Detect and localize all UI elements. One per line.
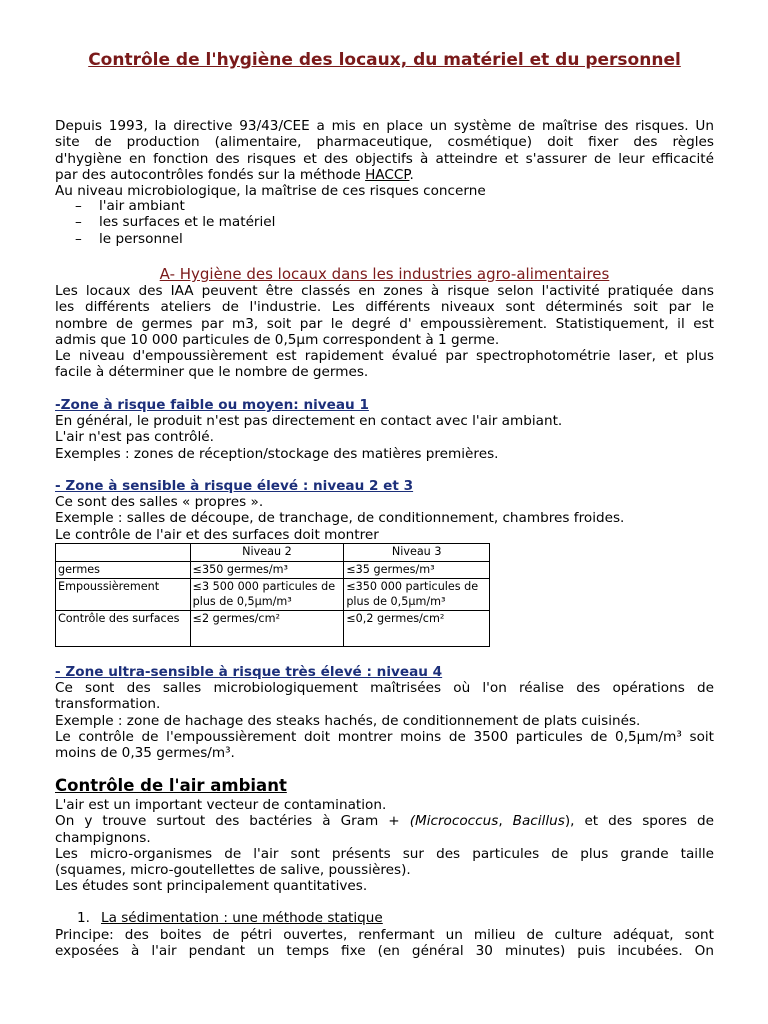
item-number: 1. — [77, 910, 90, 926]
paragraph-line: Principe: des boites de pétri ouvertes, renfermant un milieu de culture adéquat, sont — [55, 927, 714, 943]
zone-levels-table — [55, 543, 490, 647]
paragraph-line: moins de 0,35 germes/m³. — [55, 745, 235, 762]
document-title: Contrôle de l'hygiène des locaux, du matériel et du personnel — [88, 50, 681, 70]
dash-bullet: – — [75, 214, 82, 231]
table-cell: Empoussièrement — [56, 579, 191, 611]
method-list-item — [77, 910, 383, 926]
paragraph-line: Les locaux des IAA peuvent être classés en zones à risque selon l'activité pratiquée dans — [55, 283, 714, 299]
paragraph-line: nombre de germes par m3, soit par le degré d' empoussièrement. Statistiquement, il est — [55, 315, 714, 332]
table-cell: ≤35 germes/m³ — [344, 561, 490, 579]
paragraph-line: exposées à l'air pendant un temps fixe (en général 30 minutes) puis incubées. On — [55, 943, 714, 960]
table-cell: ≤2 germes/cm² — [190, 611, 344, 647]
paragraph-line: Le niveau d'empoussièrement est rapidement évalué par spectrophotométrie laser, et plus — [55, 348, 714, 365]
paragraph-line: les différents ateliers de l'industrie. Les différents niveaux sont déterminés soit par le — [55, 299, 714, 316]
section-a-heading: A- Hygiène des locaux dans les industries agro-alimentaires — [159, 265, 610, 283]
table-cell: Contrôle des surfaces — [56, 611, 191, 647]
list-item: – les surfaces et le matériel — [75, 214, 276, 231]
paragraph-line: Le contrôle de l'air et des surfaces doit montrer — [55, 526, 379, 543]
paragraph-line: Les micro-organismes de l'air sont présents sur des particules de plus grande taille — [55, 845, 714, 862]
intro-line: Au niveau microbiologique, la maîtrise de ces risques concerne — [55, 183, 486, 200]
paragraph-line: Ce sont des salles microbiologiquement maîtrisées où l'on réalise des opérations de — [55, 680, 714, 696]
zone1-heading: -Zone à risque faible ou moyen: niveau 1 — [55, 397, 369, 413]
table-row — [56, 579, 490, 611]
paragraph-line: Les études sont principalement quantitatives. — [55, 878, 368, 895]
dash-bullet: – — [75, 230, 82, 247]
table-header-cell: Niveau 2 — [190, 544, 344, 562]
paragraph-line: champignons. — [55, 829, 151, 846]
principle-paragraph — [55, 927, 714, 960]
section-a-paragraph — [55, 283, 714, 381]
dash-bullet: – — [75, 198, 82, 214]
intro-line: par des autocontrôles fondés sur la méthode HACCP. — [55, 166, 414, 183]
table-header-cell — [56, 544, 191, 562]
intro-line: d'hygiène en fonction des risques et des objectifs à atteindre et s'assurer de leur efficacité — [55, 150, 714, 167]
zone2-heading: - Zone à sensible à risque élevé : niveau 2 et 3 — [55, 478, 414, 494]
risk-list — [75, 198, 275, 247]
paragraph-line: Exemple : salles de découpe, de tranchage, de conditionnement, chambres froides. — [55, 510, 625, 527]
paragraph-line: Exemples : zones de réception/stockage des matières premières. — [55, 445, 499, 462]
item-label: La sédimentation : une méthode statique — [101, 910, 383, 926]
paragraph-line: facile à déterminer que le nombre de germes. — [55, 364, 369, 381]
table-row — [56, 611, 490, 647]
table-cell: ≤0,2 germes/cm² — [344, 611, 490, 647]
paragraph-line: Exemple : zone de hachage des steaks hachés, de conditionnement de plats cuisinés. — [55, 712, 641, 729]
paragraph-line: transformation. — [55, 696, 161, 713]
haccp-link: HACCP — [365, 166, 410, 183]
paragraph-line: En général, le produit n'est pas directement en contact avec l'air ambiant. — [55, 413, 563, 429]
zone4-heading: - Zone ultra-sensible à risque très élevé : niveau 4 — [55, 664, 443, 680]
zone4-paragraph — [55, 680, 714, 761]
intro-paragraph — [55, 118, 714, 199]
table-cell: ≤350 germes/m³ — [190, 561, 344, 579]
table-header-cell: Niveau 3 — [344, 544, 490, 562]
paragraph-line: Le contrôle de l'empoussièrement doit montrer moins de 3500 particules de 0,5µm/m³ soit — [55, 728, 714, 745]
intro-line: site de production (alimentaire, pharmaceutique, cosmétique) doit fixer des règles — [55, 134, 714, 151]
table-cell: ≤350 000 particules de plus de 0,5µm/m³ — [344, 579, 490, 611]
air-paragraph — [55, 797, 714, 895]
table-cell: ≤3 500 000 particules de plus de 0,5µm/m³ — [190, 579, 344, 611]
list-item: – le personnel — [75, 230, 183, 247]
zone2-paragraph — [55, 494, 714, 543]
intro-line: Depuis 1993, la directive 93/43/CEE a mis en place un système de maîtrise des risques. Un — [55, 118, 714, 134]
zone1-paragraph — [55, 413, 714, 462]
paragraph-line: Ce sont des salles « propres ». — [55, 494, 264, 510]
paragraph-line: (squames, micro-goutellettes de salive, poussières). — [55, 862, 411, 879]
table-row — [56, 561, 490, 579]
paragraph-line: L'air n'est pas contrôlé. — [55, 429, 214, 446]
paragraph-line: On y trouve surtout des bactéries à Gram + (Micrococcus, Bacillus), et des spores de — [55, 813, 714, 830]
table-cell: germes — [56, 561, 191, 579]
paragraph-line: admis que 10 000 particules de 0,5µm correspondent à 1 germe. — [55, 331, 500, 348]
paragraph-line: L'air est un important vecteur de contamination. — [55, 797, 387, 813]
table-header-row — [56, 544, 490, 562]
air-control-heading: Contrôle de l'air ambiant — [55, 776, 287, 795]
list-item: – l'air ambiant — [75, 198, 185, 214]
